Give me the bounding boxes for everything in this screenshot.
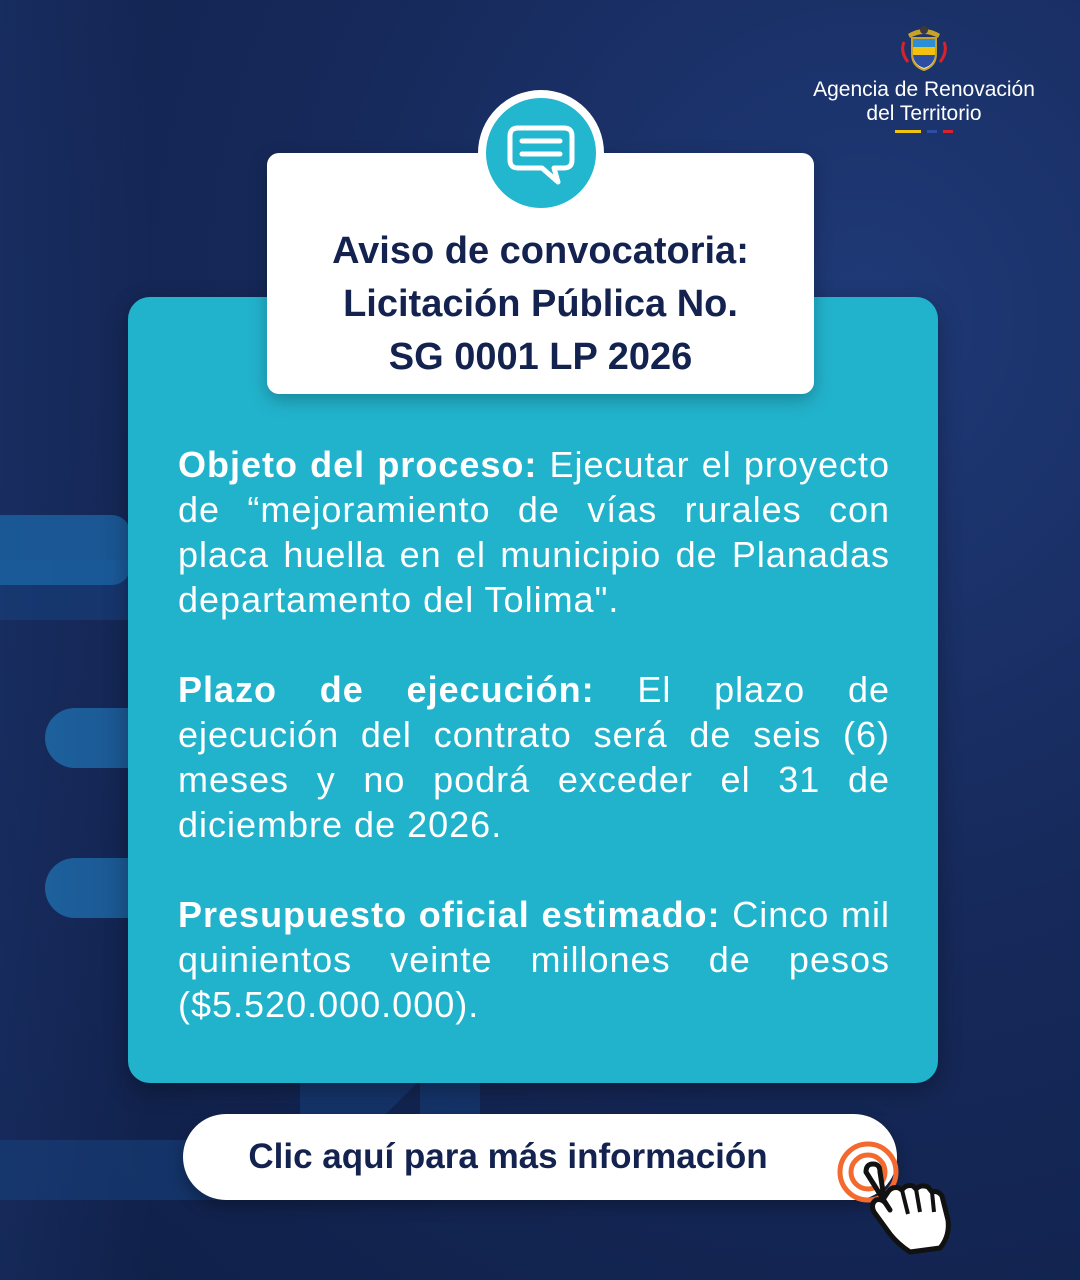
section-presupuesto xyxy=(178,892,890,1027)
logo-name-line2: del Territorio xyxy=(866,102,982,125)
chat-icon-badge xyxy=(478,90,604,216)
pointer-hand-icon[interactable] xyxy=(836,1140,968,1260)
section-plazo xyxy=(178,667,890,847)
logo-name-line1: Agencia de Renovación xyxy=(813,78,1035,101)
more-info-button[interactable] xyxy=(183,1114,897,1200)
title-line: Aviso de convocatoria: xyxy=(332,230,749,272)
section-text: El plazo de ejecución del contrato será de seis (6) meses y no podrá exceder el 31 de diciembre de 2026. xyxy=(178,669,891,845)
info-content xyxy=(178,442,890,1072)
page-title xyxy=(267,225,814,384)
section-label: Presupuesto oficial estimado: xyxy=(178,894,721,935)
background-block xyxy=(0,515,130,585)
section-objeto xyxy=(178,442,890,622)
title-line: Licitación Pública No. xyxy=(343,283,738,325)
agency-logo xyxy=(804,22,1044,133)
flag-stripe-yellow xyxy=(895,130,921,133)
section-label: Objeto del proceso: xyxy=(178,444,538,485)
section-text: Cinco mil quinientos veinte millones de pesos ($5.520.000.000). xyxy=(178,894,890,1025)
more-info-button-label: Clic aquí para más información xyxy=(248,1137,768,1176)
flag-stripes xyxy=(804,130,1044,133)
flag-stripe-red xyxy=(943,130,953,133)
chat-bubble-icon xyxy=(478,90,604,216)
title-line: SG 0001 LP 2026 xyxy=(388,336,693,378)
section-text: Ejecutar el proyecto de “mejoramiento de vías rurales con placa huella en el municipio de Planadas departamento del Tolima". xyxy=(178,444,890,620)
flag-stripe-blue xyxy=(927,130,937,133)
section-label: Plazo de ejecución: xyxy=(178,669,595,710)
coat-of-arms-icon xyxy=(898,22,950,74)
